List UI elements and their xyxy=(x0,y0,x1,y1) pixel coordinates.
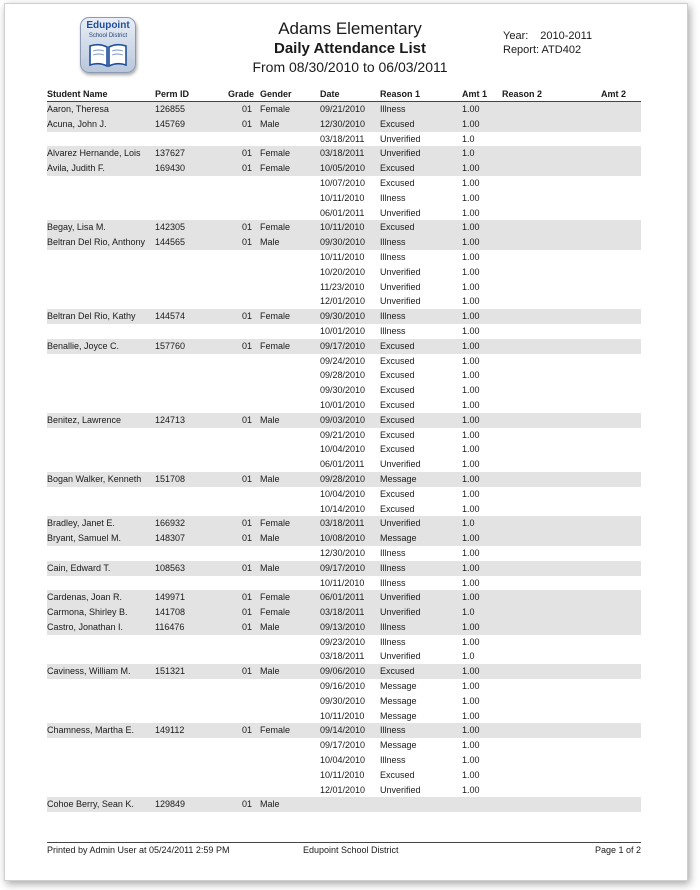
cell-student-name: Aaron, Theresa xyxy=(47,104,109,114)
cell-reason1: Illness xyxy=(380,237,406,248)
cell-grade: 01 xyxy=(242,118,253,129)
cell-perm-id: 137627 xyxy=(155,148,186,159)
cell-reason1: Unverified xyxy=(380,266,421,277)
cell-date: 09/30/2010 xyxy=(320,237,366,248)
cell-reason1: Excused xyxy=(380,769,415,780)
table-row xyxy=(47,783,641,798)
cell-amt1: 1.00 xyxy=(462,325,480,336)
cell-grade: 01 xyxy=(242,533,253,544)
cell-gender: Male xyxy=(260,533,280,544)
table-row xyxy=(47,206,641,221)
cell-amt1: 1.00 xyxy=(462,769,480,780)
cell-amt1: 1.00 xyxy=(462,503,480,514)
table-row xyxy=(47,649,641,664)
cell-amt1: 1.00 xyxy=(462,488,480,499)
table-row xyxy=(47,797,641,812)
cell-student-name: Bogan Walker, Kenneth xyxy=(47,473,142,484)
cell-date: 03/18/2011 xyxy=(320,651,365,662)
table-header xyxy=(47,87,641,102)
table-row xyxy=(47,664,641,679)
table-row xyxy=(47,620,641,635)
cell-gender: Male xyxy=(260,562,280,573)
table-row xyxy=(47,546,641,561)
cell-gender: Male xyxy=(260,799,280,810)
cell-grade: 01 xyxy=(242,621,253,632)
cell-student-name: Benitez, Lawrence xyxy=(47,414,122,425)
cell-amt1: 1.00 xyxy=(462,429,480,440)
cell-reason1: Illness xyxy=(380,562,406,573)
cell-date: 03/18/2011 xyxy=(320,133,365,144)
cell-reason1: Message xyxy=(380,710,417,721)
cell-amt1: 1.00 xyxy=(462,370,480,381)
table-row xyxy=(47,354,641,369)
cell-student-name: Alvarez Hernande, Lois xyxy=(47,148,141,159)
col-perm-id: Perm ID xyxy=(155,89,190,99)
cell-date: 10/11/2010 xyxy=(320,192,365,203)
table-row xyxy=(47,220,641,235)
cell-student-name: Bradley, Janet E. xyxy=(47,518,115,529)
cell-gender: Female xyxy=(260,592,291,603)
printed-by: Printed by Admin User at 05/24/2011 2:59 PM xyxy=(47,845,230,855)
cell-amt1: 1.00 xyxy=(462,222,480,233)
table-row xyxy=(47,398,641,413)
table-row xyxy=(47,635,641,650)
table-row xyxy=(47,442,641,457)
cell-date: 09/03/2010 xyxy=(320,414,366,425)
cell-amt1: 1.00 xyxy=(462,473,480,484)
table-row xyxy=(47,413,641,428)
logo-name: Edupoint xyxy=(86,20,130,31)
table-row xyxy=(47,235,641,250)
cell-grade: 01 xyxy=(242,473,253,484)
cell-amt1: 1.00 xyxy=(462,104,480,114)
cell-student-name: Beltran Del Rio, Kathy xyxy=(47,311,136,322)
report-value: ATD402 xyxy=(541,44,582,56)
table-row xyxy=(47,590,641,605)
cell-perm-id: 145769 xyxy=(155,118,186,129)
cell-student-name: Cohoe Berry, Sean K. xyxy=(47,799,134,810)
year-label: Year: xyxy=(503,30,529,42)
cell-student-name: Bryant, Samuel M. xyxy=(47,533,122,544)
cell-gender: Male xyxy=(260,621,280,632)
cell-reason1: Illness xyxy=(380,325,406,336)
school-name: Adams Elementary xyxy=(278,19,422,38)
table-row xyxy=(47,265,641,280)
cell-grade: 01 xyxy=(242,222,253,233)
table-row xyxy=(47,102,641,117)
table-row xyxy=(47,117,641,132)
cell-date: 10/11/2010 xyxy=(320,577,365,588)
cell-amt1: 1.00 xyxy=(462,592,480,603)
table-row xyxy=(47,457,641,472)
cell-amt1: 1.00 xyxy=(462,414,480,425)
cell-gender: Female xyxy=(260,104,291,114)
cell-perm-id: 129849 xyxy=(155,799,186,810)
table-row xyxy=(47,753,641,768)
cell-reason1: Excused xyxy=(380,118,415,129)
cell-date: 09/30/2010 xyxy=(320,311,366,322)
cell-date: 06/01/2011 xyxy=(320,207,365,218)
cell-student-name: Carmona, Shirley B. xyxy=(47,607,128,618)
cell-perm-id: 157760 xyxy=(155,340,186,351)
cell-gender: Female xyxy=(260,148,291,159)
year-value: 2010-2011 xyxy=(540,30,593,42)
table-row xyxy=(47,294,641,309)
cell-perm-id: 142305 xyxy=(155,222,186,233)
cell-reason1: Excused xyxy=(380,177,415,188)
cell-date: 03/18/2011 xyxy=(320,518,365,529)
cell-gender: Male xyxy=(260,237,280,248)
col-date: Date xyxy=(320,89,340,99)
cell-grade: 01 xyxy=(242,311,253,322)
cell-student-name: Castro, Jonathan I. xyxy=(47,621,124,632)
cell-amt1: 1.00 xyxy=(462,399,480,410)
cell-reason1: Unverified xyxy=(380,518,421,529)
cell-date: 09/24/2010 xyxy=(320,355,366,366)
table-row xyxy=(47,768,641,783)
cell-perm-id: 149112 xyxy=(155,725,185,736)
col-reason1: Reason 1 xyxy=(380,89,421,99)
table-row xyxy=(47,605,641,620)
cell-grade: 01 xyxy=(242,104,253,114)
cell-amt1: 1.00 xyxy=(462,266,480,277)
table-row xyxy=(47,339,641,354)
cell-gender: Female xyxy=(260,340,291,351)
cell-reason1: Excused xyxy=(380,355,415,366)
cell-reason1: Unverified xyxy=(380,281,421,292)
cell-reason1: Unverified xyxy=(380,784,421,795)
cell-perm-id: 141708 xyxy=(155,607,186,618)
cell-amt1: 1.0 xyxy=(462,148,475,159)
cell-reason1: Illness xyxy=(380,636,406,647)
cell-gender: Male xyxy=(260,666,280,677)
cell-perm-id: 126855 xyxy=(155,104,186,114)
cell-gender: Female xyxy=(260,518,291,529)
cell-amt1: 1.00 xyxy=(462,192,480,203)
cell-date: 09/30/2010 xyxy=(320,385,366,396)
cell-amt1: 1.00 xyxy=(462,695,480,706)
cell-date: 09/23/2010 xyxy=(320,636,366,647)
cell-grade: 01 xyxy=(242,237,253,248)
table-row xyxy=(47,531,641,546)
cell-grade: 01 xyxy=(242,607,253,618)
table-row xyxy=(47,250,641,265)
report-page xyxy=(4,3,688,881)
col-gender: Gender xyxy=(260,89,292,99)
cell-amt1: 1.00 xyxy=(462,621,480,632)
cell-amt1: 1.00 xyxy=(462,755,480,766)
cell-amt1: 1.00 xyxy=(462,281,480,292)
cell-perm-id: 124713 xyxy=(155,414,186,425)
cell-perm-id: 144574 xyxy=(155,311,186,322)
report-label: Report: xyxy=(503,44,540,56)
cell-reason1: Illness xyxy=(380,104,406,114)
cell-grade: 01 xyxy=(242,799,253,810)
cell-gender: Male xyxy=(260,473,280,484)
date-range: From 08/30/2010 to 06/03/2011 xyxy=(252,59,448,75)
cell-date: 10/04/2010 xyxy=(320,444,366,455)
cell-reason1: Message xyxy=(380,533,417,544)
table-row xyxy=(47,738,641,753)
cell-grade: 01 xyxy=(242,666,253,677)
cell-perm-id: 169430 xyxy=(155,163,186,174)
table-row xyxy=(47,324,641,339)
cell-reason1: Message xyxy=(380,740,417,751)
attendance-rows xyxy=(47,102,641,812)
cell-date: 03/18/2011 xyxy=(320,148,365,159)
cell-reason1: Unverified xyxy=(380,651,421,662)
cell-perm-id: 144565 xyxy=(155,237,186,248)
cell-date: 09/30/2010 xyxy=(320,695,366,706)
cell-amt1: 1.00 xyxy=(462,784,480,795)
cell-reason1: Unverified xyxy=(380,459,421,470)
cell-date: 10/11/2010 xyxy=(320,710,365,721)
cell-perm-id: 149971 xyxy=(155,592,186,603)
cell-date: 03/18/2011 xyxy=(320,607,365,618)
cell-perm-id: 108563 xyxy=(155,562,186,573)
cell-amt1: 1.00 xyxy=(462,444,480,455)
table-row xyxy=(47,576,641,591)
cell-reason1: Excused xyxy=(380,503,415,514)
cell-reason1: Excused xyxy=(380,488,415,499)
report-title: Daily Attendance List xyxy=(274,40,426,57)
cell-student-name: Beltran Del Rio, Anthony xyxy=(47,237,146,248)
cell-grade: 01 xyxy=(242,340,253,351)
table-row xyxy=(47,161,641,176)
cell-date: 10/20/2010 xyxy=(320,266,366,277)
cell-date: 09/17/2010 xyxy=(320,562,366,573)
table-row xyxy=(47,679,641,694)
cell-grade: 01 xyxy=(242,562,253,573)
cell-grade: 01 xyxy=(242,163,253,174)
cell-student-name: Acuna, John J. xyxy=(47,118,107,129)
cell-reason1: Unverified xyxy=(380,592,421,603)
cell-gender: Female xyxy=(260,222,291,233)
cell-reason1: Illness xyxy=(380,251,406,262)
cell-gender: Female xyxy=(260,607,291,618)
cell-grade: 01 xyxy=(242,148,253,159)
cell-date: 09/06/2010 xyxy=(320,666,366,677)
cell-grade: 01 xyxy=(242,518,253,529)
cell-reason1: Illness xyxy=(380,577,406,588)
cell-date: 09/21/2010 xyxy=(320,429,366,440)
cell-reason1: Excused xyxy=(380,370,415,381)
cell-student-name: Begay, Lisa M. xyxy=(47,222,106,233)
cell-reason1: Excused xyxy=(380,340,415,351)
table-row xyxy=(47,723,641,738)
cell-student-name: Avila, Judith F. xyxy=(47,163,105,174)
cell-reason1: Message xyxy=(380,695,417,706)
cell-amt1: 1.00 xyxy=(462,577,480,588)
cell-date: 10/05/2010 xyxy=(320,163,366,174)
cell-date: 10/11/2010 xyxy=(320,222,365,233)
cell-reason1: Illness xyxy=(380,725,406,736)
cell-reason1: Excused xyxy=(380,385,415,396)
cell-amt1: 1.00 xyxy=(462,237,480,248)
table-row xyxy=(47,309,641,324)
cell-date: 06/01/2011 xyxy=(320,592,365,603)
cell-student-name: Cardenas, Joan R. xyxy=(47,592,123,603)
table-row xyxy=(47,487,641,502)
cell-perm-id: 166932 xyxy=(155,518,186,529)
col-amt1: Amt 1 xyxy=(462,89,488,99)
cell-amt1: 1.00 xyxy=(462,562,480,573)
report-line xyxy=(503,44,581,56)
cell-reason1: Excused xyxy=(380,444,415,455)
table-row xyxy=(47,383,641,398)
cell-reason1: Excused xyxy=(380,399,415,410)
cell-reason1: Message xyxy=(380,681,417,692)
cell-date: 06/01/2011 xyxy=(320,459,365,470)
cell-gender: Male xyxy=(260,414,280,425)
cell-perm-id: 116476 xyxy=(155,621,185,632)
col-grade: Grade xyxy=(228,89,255,99)
cell-amt1: 1.00 xyxy=(462,251,480,262)
cell-reason1: Excused xyxy=(380,666,415,677)
cell-amt1: 1.00 xyxy=(462,636,480,647)
table-row xyxy=(47,146,641,161)
col-student-name: Student Name xyxy=(47,89,108,99)
table-row xyxy=(47,561,641,576)
cell-date: 09/14/2010 xyxy=(320,725,366,736)
cell-date: 12/01/2010 xyxy=(320,784,366,795)
cell-reason1: Illness xyxy=(380,547,406,558)
cell-reason1: Excused xyxy=(380,163,415,174)
table-row xyxy=(47,428,641,443)
cell-amt1: 1.00 xyxy=(462,118,480,129)
cell-amt1: 1.00 xyxy=(462,681,480,692)
cell-reason1: Unverified xyxy=(380,148,421,159)
cell-date: 10/14/2010 xyxy=(320,503,366,514)
cell-reason1: Unverified xyxy=(380,607,421,618)
cell-amt1: 1.00 xyxy=(462,459,480,470)
cell-date: 09/21/2010 xyxy=(320,104,366,114)
cell-perm-id: 148307 xyxy=(155,533,186,544)
cell-date: 11/23/2010 xyxy=(320,281,365,292)
cell-perm-id: 151708 xyxy=(155,473,186,484)
cell-date: 10/04/2010 xyxy=(320,755,366,766)
cell-reason1: Illness xyxy=(380,621,406,632)
book-icon xyxy=(88,43,128,68)
cell-amt1: 1.00 xyxy=(462,533,480,544)
cell-date: 12/30/2010 xyxy=(320,118,366,129)
cell-reason1: Unverified xyxy=(380,296,421,307)
cell-grade: 01 xyxy=(242,725,253,736)
cell-date: 10/01/2010 xyxy=(320,325,366,336)
cell-student-name: Cain, Edward T. xyxy=(47,562,111,573)
cell-amt1: 1.0 xyxy=(462,651,475,662)
table-row xyxy=(47,709,641,724)
cell-amt1: 1.00 xyxy=(462,340,480,351)
footer-district: Edupoint School District xyxy=(303,845,399,855)
cell-reason1: Unverified xyxy=(380,133,421,144)
cell-amt1: 1.00 xyxy=(462,296,480,307)
cell-reason1: Unverified xyxy=(380,207,421,218)
table-row xyxy=(47,176,641,191)
table-row xyxy=(47,502,641,517)
cell-reason1: Illness xyxy=(380,755,406,766)
cell-student-name: Chamness, Martha E. xyxy=(47,725,135,736)
cell-amt1: 1.00 xyxy=(462,740,480,751)
cell-amt1: 1.0 xyxy=(462,607,475,618)
cell-amt1: 1.00 xyxy=(462,710,480,721)
cell-student-name: Caviness, William M. xyxy=(47,666,131,677)
cell-student-name: Benallie, Joyce C. xyxy=(47,340,120,351)
logo-subtitle: School District xyxy=(88,33,128,39)
cell-date: 10/01/2010 xyxy=(320,399,366,410)
cell-date: 09/28/2010 xyxy=(320,473,366,484)
table-row xyxy=(47,694,641,709)
table-row xyxy=(47,191,641,206)
cell-amt1: 1.00 xyxy=(462,207,480,218)
edupoint-logo xyxy=(80,17,136,73)
cell-date: 12/01/2010 xyxy=(320,296,366,307)
year-line xyxy=(503,30,592,42)
cell-amt1: 1.00 xyxy=(462,547,480,558)
cell-date: 10/04/2010 xyxy=(320,488,366,499)
cell-date: 10/11/2010 xyxy=(320,251,365,262)
cell-date: 10/08/2010 xyxy=(320,533,366,544)
cell-reason1: Illness xyxy=(380,192,406,203)
cell-date: 10/07/2010 xyxy=(320,177,366,188)
table-row xyxy=(47,280,641,295)
cell-reason1: Message xyxy=(380,473,417,484)
cell-gender: Male xyxy=(260,118,280,129)
table-row xyxy=(47,132,641,147)
cell-reason1: Illness xyxy=(380,311,406,322)
cell-amt1: 1.00 xyxy=(462,177,480,188)
cell-gender: Female xyxy=(260,163,291,174)
cell-perm-id: 151321 xyxy=(155,666,186,677)
page-footer xyxy=(47,842,641,857)
table-row xyxy=(47,516,641,531)
cell-grade: 01 xyxy=(242,592,253,603)
cell-date: 12/30/2010 xyxy=(320,547,366,558)
table-row xyxy=(47,368,641,383)
table-row xyxy=(47,472,641,487)
cell-gender: Female xyxy=(260,725,291,736)
cell-amt1: 1.00 xyxy=(462,725,480,736)
cell-reason1: Excused xyxy=(380,414,415,425)
cell-amt1: 1.00 xyxy=(462,355,480,366)
cell-reason1: Excused xyxy=(380,429,415,440)
cell-grade: 01 xyxy=(242,414,253,425)
cell-date: 09/28/2010 xyxy=(320,370,366,381)
cell-date: 09/16/2010 xyxy=(320,681,366,692)
cell-amt1: 1.00 xyxy=(462,666,480,677)
cell-reason1: Excused xyxy=(380,222,415,233)
cell-gender: Female xyxy=(260,311,291,322)
cell-amt1: 1.00 xyxy=(462,385,480,396)
cell-amt1: 1.0 xyxy=(462,518,475,529)
cell-amt1: 1.0 xyxy=(462,133,475,144)
col-reason2: Reason 2 xyxy=(502,89,543,99)
col-amt2: Amt 2 xyxy=(601,89,627,99)
cell-amt1: 1.00 xyxy=(462,311,480,322)
cell-date: 09/17/2010 xyxy=(320,340,366,351)
cell-date: 09/17/2010 xyxy=(320,740,366,751)
cell-amt1: 1.00 xyxy=(462,163,480,174)
page-number: Page 1 of 2 xyxy=(594,845,641,855)
cell-date: 10/11/2010 xyxy=(320,769,365,780)
cell-date: 09/13/2010 xyxy=(320,621,366,632)
